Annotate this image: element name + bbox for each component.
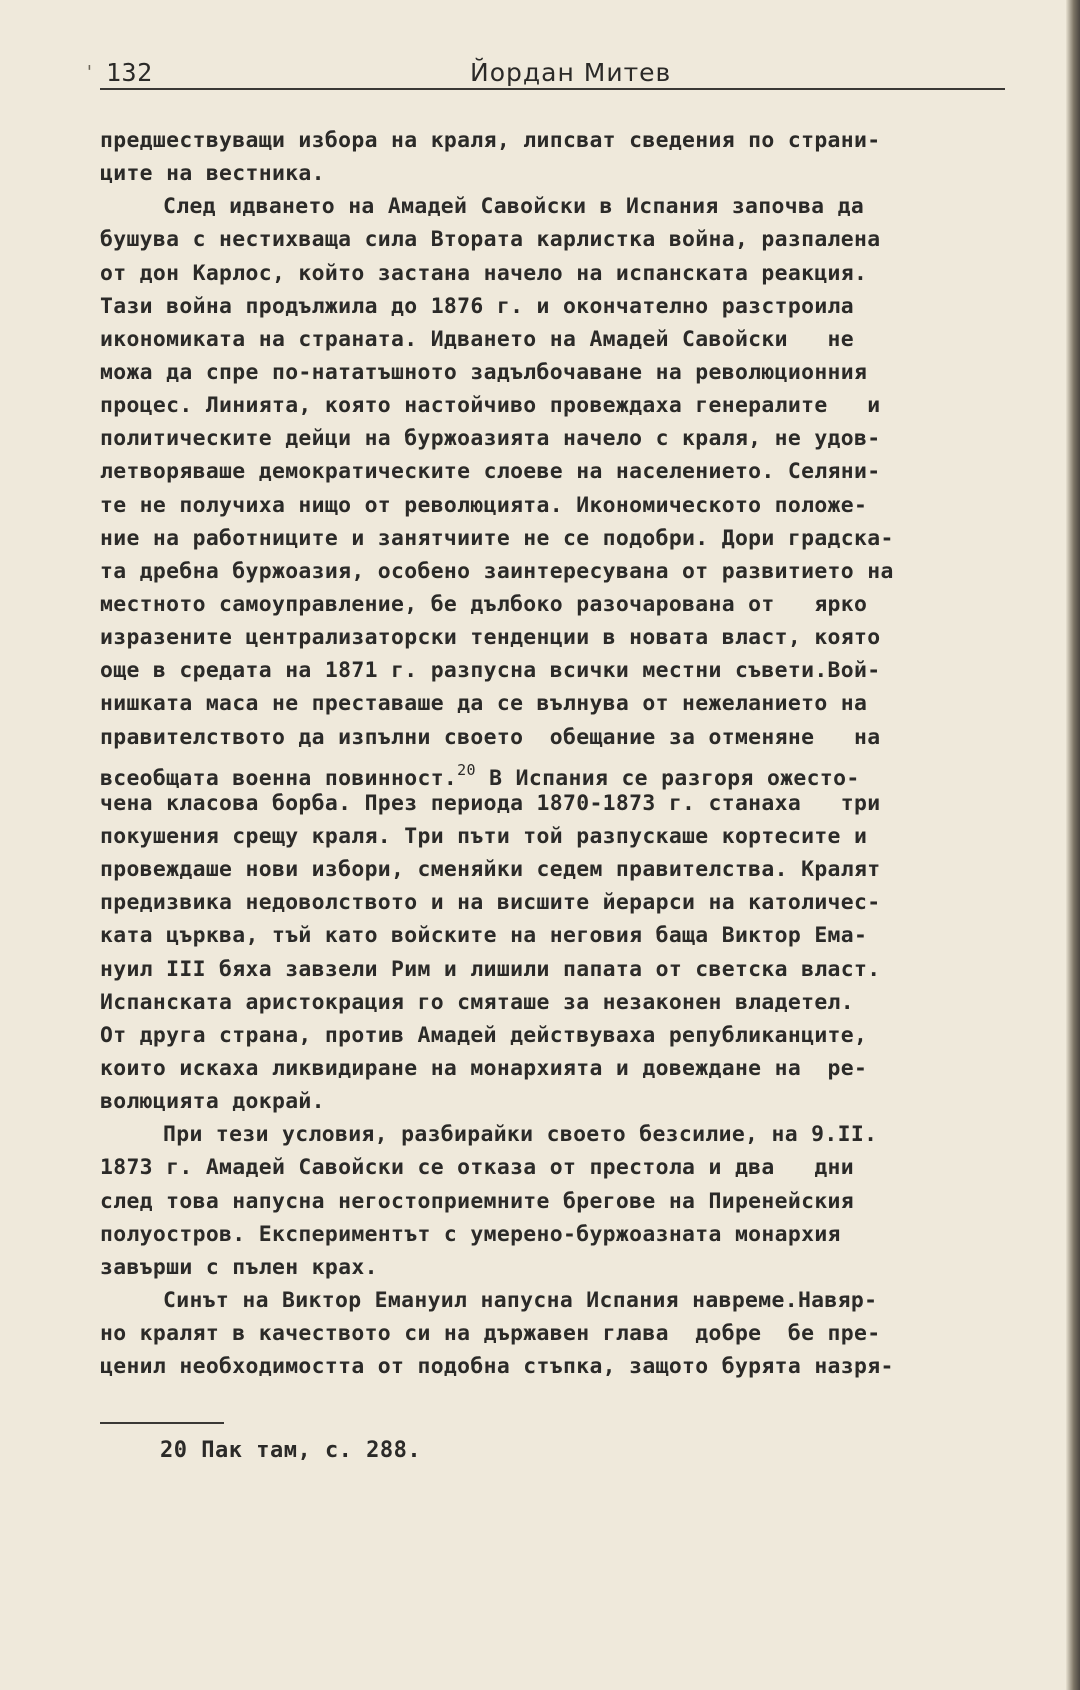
text-line: та дребна буржоазия, особено заинтересувана от развитието на [100,558,894,584]
text-line: волюцията докрай. [100,1089,325,1115]
text-line: завърши с пълен крах. [100,1254,378,1280]
text-line: ние на работниците и занятчиите не се подобри. Дори градска- [100,525,894,551]
text-line: ците на вестника. [100,161,325,187]
text-line: процес. Линията, която настойчиво провеждаха генералите и [100,393,881,419]
text-line: покушения срещу краля. Три пъти той разпускаше кортесите и [100,823,868,849]
page-header [100,58,1005,92]
text-line: които искаха ликвидиране на монархията и довеждане на ре- [100,1055,868,1081]
text-line: От друга страна, против Амадей действуваха републиканците, [100,1022,868,1048]
text-line: Тази война продължила до 1876 г. и окончателно разстроила [100,293,855,319]
text-line: провеждаше нови избори, сменяйки седем правителства. Кралят [100,857,881,883]
text-line: след това напусна негостоприемните брегове на Пиренейския [100,1188,855,1214]
margin-mark: ' [84,62,95,83]
text-line: бушува с нестихваща сила Втората карлистка война, разпалена [100,227,881,253]
text-line: Синът на Виктор Емануил напусна Испания навреме.Навяр- [163,1287,878,1313]
text-line: летворяваше демократическите слоеве на населението. Селяни- [100,459,881,485]
text-line: нуил III бяха завзели Рим и лишили папата от светска власт. [100,956,881,982]
text-line: от дон Карлос, който застана начело на испанската реакция. [100,260,868,286]
text-line: полуостров. Експериментът с умерено-буржоазната монархия [100,1221,841,1247]
text-line: политическите дейци на буржоазията начело с краля, не удов- [100,426,881,452]
body-text [100,124,1016,1383]
text-line: Испанската аристокрация го смяташе за незаконен владетел. [100,989,855,1015]
text-line: нишката маса не преставаше да се вълнува от нежеланието на [100,691,868,717]
text-line: предшествуващи избора на краля, липсват сведения по страни- [100,128,881,153]
text-line: чена класова борба. През периода 1870-1873 г. станаха три [100,790,881,816]
running-head-author: Йордан Митев [470,58,672,87]
text-line: След идването на Амадей Савойски в Испания започва да [163,194,865,220]
page-edge-shadow [1066,0,1080,1690]
text-line-start: всеобщата военна повинност. [100,765,458,791]
text-line: икономиката на страната. Идването на Амадей Савойски не [100,326,855,352]
text-line: те не получиха нищо от революцията. Икономическото положе- [100,492,868,518]
text-line: можа да спре по-нататъшното задълбочаване на революционния [100,359,868,385]
footnote-reference: 20 [457,760,476,779]
footnote-rule [100,1422,224,1424]
text-line-with-footnote [100,754,1016,791]
text-line: ценил необходимостта от подобна стъпка, защото бурята назря- [100,1354,894,1380]
text-line: При тези условия, разбирайки своето безсилие, на 9.II. [163,1122,878,1148]
text-line: но кралят в качеството си на държавен глава добре бе пре- [100,1321,881,1347]
text-line: 1873 г. Амадей Савойски се отказа от престола и два дни [100,1155,855,1181]
page-number: 132 [106,58,153,87]
text-line: още в средата на 1871 г. разпусна всички местни съвети.Вой- [100,658,881,684]
text-line: предизвика недоволството и на висшите йерарси на католичес- [100,890,881,916]
text-line: ката църква, тъй като войските на неговия баща Виктор Ема- [100,923,868,949]
text-line: правителството да изпълни своето обещание за отменяне на [100,724,881,750]
text-line: изразените централизаторски тенденции в новата власт, която [100,625,881,651]
header-rule [100,88,1005,90]
footnote-20: 20 Пак там, с. 288. [160,1438,422,1463]
text-line: местното самоуправление, бе дълбоко разочарована от ярко [100,591,868,617]
text-line-end: В Испания се разгоря ожесто- [475,765,860,791]
